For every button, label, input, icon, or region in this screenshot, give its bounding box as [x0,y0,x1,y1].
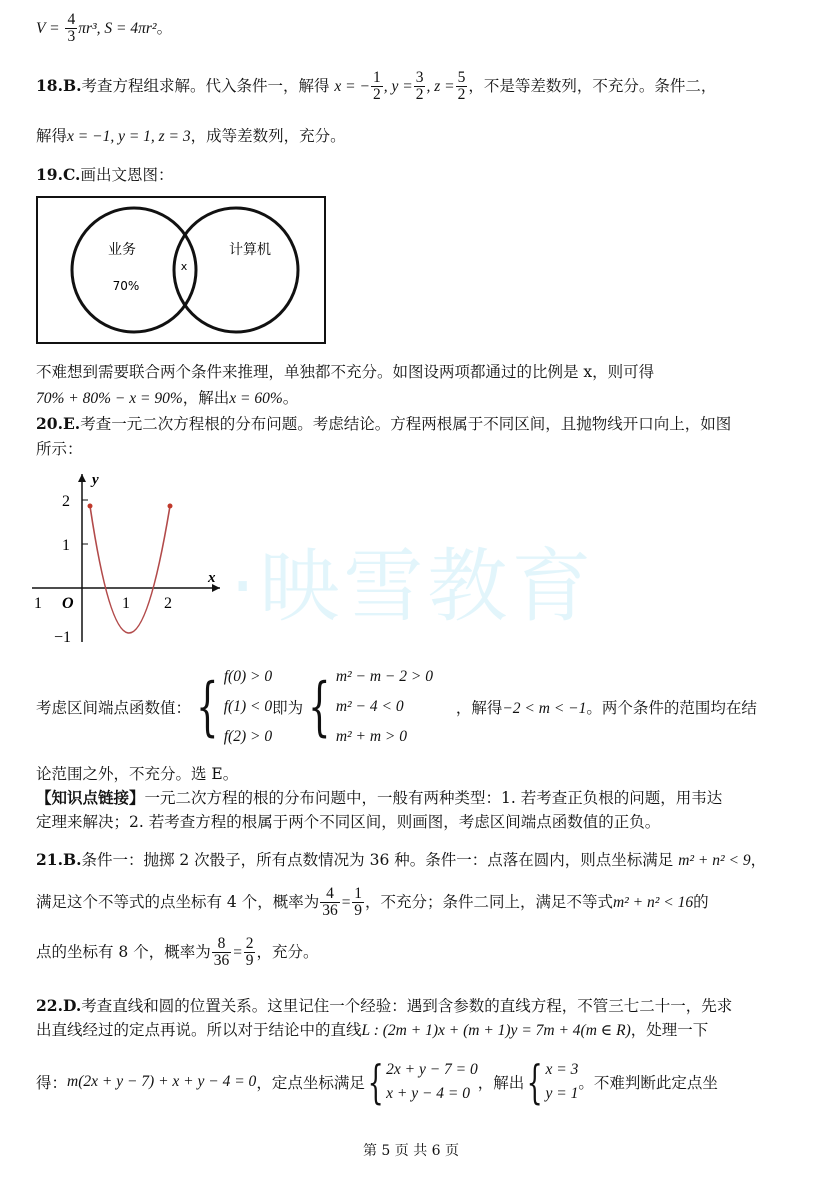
denominator: 36 [322,902,338,920]
text: 点的坐标有 8 个，概率为 [36,942,211,961]
cond: f(1) < 0 [223,698,273,715]
math: x = − [334,77,370,95]
numerator: 5 [457,69,466,86]
text: ，解出 [477,1074,525,1092]
denominator: 2 [372,86,381,104]
origin-label: O [62,595,74,612]
venn-left-label: 业务 [108,242,136,258]
fraction [212,936,232,970]
math: 70% + 80% − x = 90% [36,390,183,407]
x-label: x [208,570,216,586]
x-tick-2: 2 [164,595,172,612]
system [336,662,456,752]
fraction [352,886,364,920]
text: 出直线经过的定点再说。所以对于结论中的直线 [36,1021,362,1039]
parabola-curve [90,506,170,633]
brace-icon: { [196,670,219,744]
numerator: 1 [372,69,381,86]
math: L : (2m + 1)x + (m + 1)y = 7m + 4(m ∈ R) [361,1022,631,1039]
venn-svg [38,198,324,342]
text: 定理来解决；2. 若考查方程的根属于两个不同区间，则画图，考虑区间端点函数值的正负。 [36,813,661,831]
denominator: 36 [213,952,230,970]
cond: m² − m − 2 > 0 [335,668,433,685]
page-footer: 第 5 页 共 6 页 [362,1143,460,1159]
y-arrow-icon [78,474,86,482]
fraction [371,70,383,104]
equals: = [232,943,243,961]
q20-end [36,762,782,784]
math: −2 < m < −1 [502,700,587,717]
text: 。 [282,389,299,407]
math: x = −1, y = 1, z = 3 [67,128,191,145]
text: 不难想到需要联合两个条件来推理，单独都不充分。如图设两项都通过的比例是 x，则可得 [36,363,655,381]
q19-p2 [36,386,782,408]
venn-left-pct: 70% [112,279,140,293]
endpoint [168,504,173,509]
wm-dot: · [230,540,260,633]
eq: x + y − 4 = 0 [386,1085,470,1102]
q22-line2 [36,1018,782,1040]
q19-line1 [36,163,782,185]
y-tick-1: 1 [62,537,70,554]
q21-line2 [36,886,782,920]
math: , y = [383,77,413,95]
venn-diagram [36,196,326,344]
q20-line1 [36,412,782,434]
numerator: 1 [354,885,362,902]
q20-label: 20.E. [36,414,81,433]
right-circle [174,208,298,332]
y-tick-2: 2 [62,493,70,510]
q18-text: 考查方程组求解。代入条件一，解得 [81,76,330,95]
text: 一元二次方程的根的分布问题中，一般有两种类型：1. 若考查正负根的问题，用韦达 [144,789,723,807]
q21-line3 [36,936,782,970]
numerator: 8 [212,936,232,953]
text: 得： [36,1074,68,1092]
text: ，处理一下 [630,1021,709,1039]
system [224,662,272,752]
q18-line1 [36,70,782,104]
q22-line1 [36,994,782,1016]
q20-link1 [36,786,782,808]
text: 考查直线和圆的位置关系。这里记住一个经验：遇到含参数的直线方程，不管三七二十一，先求 [81,997,733,1015]
numerator: 3 [415,69,424,86]
cond: m² + m > 0 [335,728,408,745]
text: 满足这个不等式的点坐标有 4 个，概率为 [36,892,320,911]
q18-label: 18.B. [36,75,82,95]
math: x = 60% [229,390,283,407]
q18-text: ，不是等差数列，不充分。条件二， [468,76,717,95]
text: 即为 [272,699,304,717]
text: ， [750,851,767,869]
math: m² + n² < 16 [612,893,694,911]
q22-label: 22.D. [36,996,82,1015]
text: ，解出 [182,389,230,407]
fraction [65,12,77,46]
q20-link2 [36,810,782,832]
numerator: 4 [320,886,340,903]
q21-label: 21.B. [36,850,82,869]
endpoint [88,504,93,509]
text: ，不充分；条件二同上，满足不等式 [364,892,613,911]
fraction [320,886,340,920]
text: ，解得 [455,699,503,717]
math: m² + n² < 9 [678,852,751,869]
system [386,1058,478,1106]
x-tick-1: 1 [122,595,130,612]
q19-p1 [36,360,782,382]
link-label: 【知识点链接】 [36,788,145,807]
cond: f(0) > 0 [223,668,273,685]
text: 所示： [36,440,83,458]
cond: m² − 4 < 0 [335,698,404,715]
fraction [414,70,426,104]
venn-right-label: 计算机 [229,242,271,258]
text: 条件一：抛掷 2 次骰子，所有点数情况为 36 种。条件一：点落在圆内，则点坐标满足 [81,851,674,869]
denominator: 3 [67,28,76,46]
text: ，成等差数列，充分。 [190,127,346,145]
numerator: 2 [245,935,254,952]
venn-mid-label: x [180,260,188,273]
y-tick-neg1: −1 [54,629,72,646]
text: 考查一元二次方程根的分布问题。考虑结论。方程两根属于不同区间，且抛物线开口向上，如图 [80,415,732,433]
brace-icon: { [367,1055,384,1109]
y-label: y [92,472,99,488]
watermark [230,522,595,637]
watermark-text: 映雪教育 [259,540,596,633]
brace-icon: { [526,1055,543,1109]
numerator: 4 [67,11,76,28]
denominator: 2 [457,86,466,104]
q22-line3 [36,1055,782,1109]
fraction [456,70,468,104]
q21-line1 [36,848,782,870]
system [546,1058,579,1106]
text: 的 [693,892,709,911]
math: , z = [426,77,455,95]
equals: = [340,893,352,911]
denominator: 9 [245,952,254,970]
eq: y = 1 [545,1085,579,1102]
text: ，定点坐标满足 [256,1074,365,1092]
q20-line2 [36,437,782,459]
fraction [244,936,256,970]
parabola-graph [30,470,230,650]
denominator: 9 [354,902,362,920]
x-tick-left: 1 [34,595,42,612]
text: ，充分。 [256,942,319,961]
text: 论范围之外，不充分。选 E。 [36,765,239,783]
math: m(2x + y − 7) + x + y − 4 = 0 [67,1073,257,1090]
eq: 2x + y − 7 = 0 [386,1061,478,1078]
punct: 。 [156,18,173,37]
q20-conditions [36,662,782,752]
q18-line2 [36,124,782,146]
result [456,699,757,717]
formula-v: V = [36,19,60,37]
text: 。不难判断此定点坐 [578,1074,718,1092]
text: 画出文恩图： [80,166,174,184]
eq: x = 3 [545,1061,579,1078]
q19-label: 19.C. [36,165,81,184]
formula-rest: πr³, S = 4πr² [78,19,157,37]
denominator: 2 [415,86,424,104]
sphere-formula [36,12,782,46]
text: 。两个条件的范围均在结 [586,699,757,717]
text: 考虑区间端点函数值： [36,699,192,717]
left-circle [72,208,196,332]
cond: f(2) > 0 [223,728,273,745]
brace-icon: { [308,670,331,744]
text: 解得 [36,127,68,145]
